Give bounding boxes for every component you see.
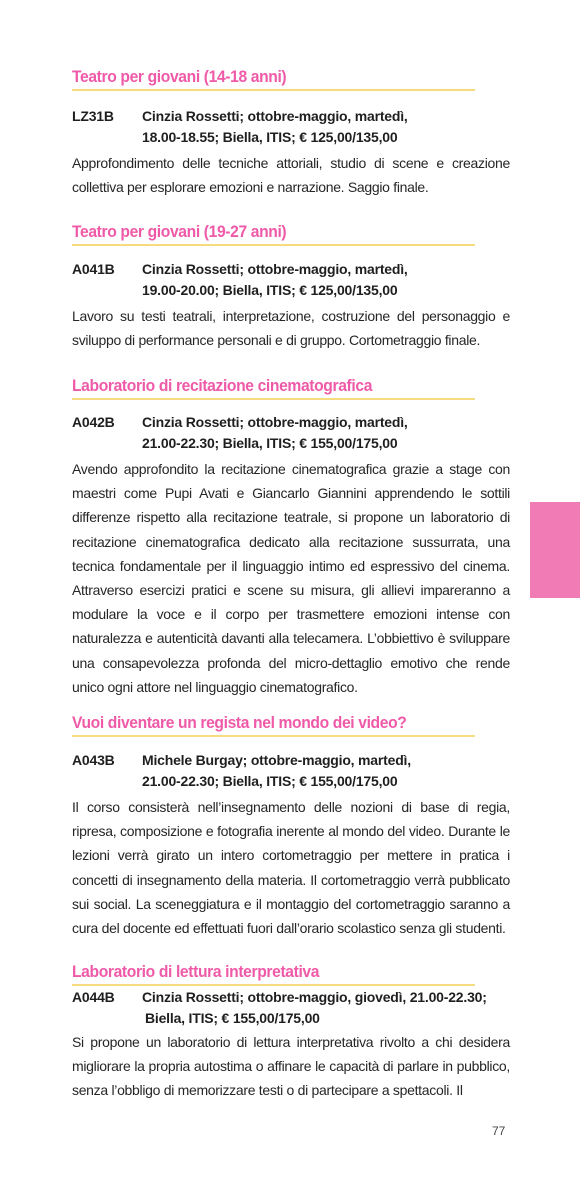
section-heading: Laboratorio di recitazione cinematografica bbox=[72, 375, 475, 400]
course-info-line: Cinzia Rossetti; ottobre-maggio, martedì, bbox=[142, 261, 408, 277]
course-code: A044B bbox=[72, 989, 115, 1005]
course-info-line: 21.00-22.30; Biella, ITIS; € 155,00/175,00 bbox=[142, 435, 398, 451]
page-number: 77 bbox=[492, 1124, 506, 1138]
course-info-line: 19.00-20.00; Biella, ITIS; € 125,00/135,00 bbox=[142, 282, 398, 298]
course-code: A043B bbox=[72, 752, 115, 768]
course-details bbox=[72, 987, 510, 1029]
course-info-line: Cinzia Rossetti; ottobre-maggio, martedì, bbox=[142, 414, 408, 430]
course-details bbox=[72, 259, 510, 301]
course-info-line: 21.00-22.30; Biella, ITIS; € 155,00/175,00 bbox=[142, 773, 398, 789]
course-code: A041B bbox=[72, 261, 115, 277]
course-description: Si propone un laboratorio di lettura interpretativa rivolto a chi desidera migliorare la propria autostima o affinare le capacità di parlare in pubblico, senza l’obbligo di memorizzare testi o di partecipare a spettacoli. Il bbox=[72, 1034, 510, 1099]
course-code: A042B bbox=[72, 414, 115, 430]
course-info-line: 18.00-18.55; Biella, ITIS; € 125,00/135,00 bbox=[142, 129, 398, 145]
course-details bbox=[72, 106, 510, 148]
course-info bbox=[142, 412, 512, 454]
course-description: Il corso consisterà nell’insegnamento delle nozioni di base di regia, ripresa, composizione e fotografia inerente al mondo del video. Durante le lezioni verrà girato un intero cortometraggio per mettere in pratica i concetti di insegnamento della materia. Il cortometraggio verrà pubblicato sui social. La sceneggiatura e il montaggio del cortometraggio saranno a cura del docente ed effettuati fuori dall’orario scolastico senza gli studenti. bbox=[72, 799, 510, 937]
course-description: Lavoro su testi teatrali, interpretazione, costruzione del personaggio e sviluppo di performance personali e di gruppo. Cortometraggio finale. bbox=[72, 308, 510, 349]
course-info-line: Biella, ITIS; € 155,00/175,00 bbox=[145, 1010, 320, 1026]
course-info-line: Cinzia Rossetti; ottobre-maggio, giovedì, 21.00-22.30; bbox=[142, 989, 487, 1005]
section-heading: Vuoi diventare un regista nel mondo dei video? bbox=[72, 712, 475, 737]
section-heading: Teatro per giovani (19-27 anni) bbox=[72, 221, 475, 246]
course-code: LZ31B bbox=[72, 108, 114, 124]
course-info bbox=[142, 987, 512, 1029]
course-info bbox=[142, 259, 512, 301]
course-info bbox=[142, 750, 512, 792]
section-heading: Laboratorio di lettura interpretativa bbox=[72, 961, 475, 986]
course-details bbox=[72, 412, 510, 454]
course-description: Avendo approfondito la recitazione cinematografica grazie a stage con maestri come Pupi Avati e Giancarlo Giannini apprendendo le sottili differenze rispetto alla recitazione teatrale, si propone un laboratorio di recitazione cinematografica dedicato alla recitazione sussurrata, una tecnica fondamentale per il linguaggio intimo ed espressivo del cinema. Attraverso esercizi pratici e scene su misura, gli allievi impareranno a modulare la voce e il corpo per trasmettere emozioni intense con naturalezza e autenticità davanti alla telecamera. L’obbiettivo è sviluppare una consapevolezza profonda del micro-dettaglio emotivo che rende unico ogni attore nel linguaggio cinematografico. bbox=[72, 461, 510, 695]
course-info-line: Cinzia Rossetti; ottobre-maggio, martedì, bbox=[142, 108, 408, 124]
course-info bbox=[142, 106, 512, 148]
chapter-side-tab bbox=[530, 502, 580, 598]
course-description: Approfondimento delle tecniche attoriali, studio di scene e creazione collettiva per esplorare emozioni e narrazione. Saggio finale. bbox=[72, 155, 510, 196]
section-heading: Teatro per giovani (14-18 anni) bbox=[72, 66, 475, 91]
course-info-line: Michele Burgay; ottobre-maggio, martedì, bbox=[142, 752, 411, 768]
course-details bbox=[72, 750, 510, 792]
